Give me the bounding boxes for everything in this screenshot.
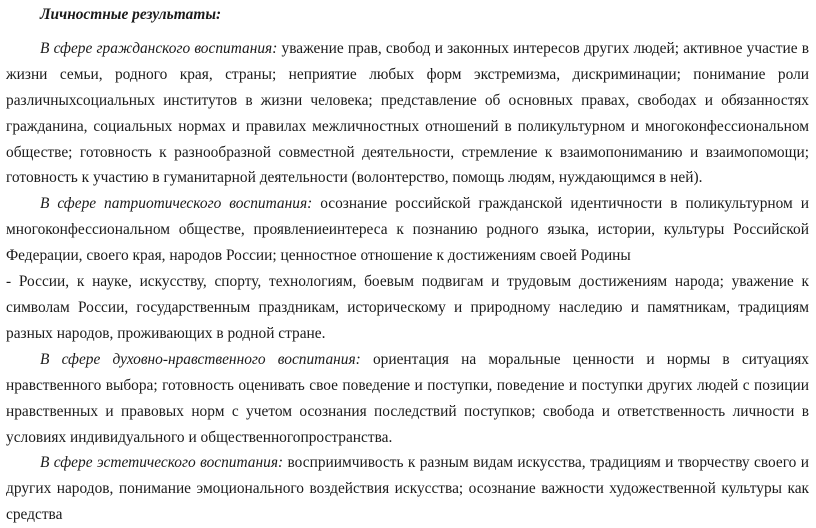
paragraph-aesthetic	[6, 450, 809, 528]
paragraph-text-patriotic: осознание российской гражданской идентичности в поликультурном и многоконфессиональном обществе, проявлениеинтереса к познанию родного языка, истории, культуры Российской Федерации, своего края, народов России; ценностное отношение к достижениям своей Родины	[6, 195, 809, 265]
paragraph-lead-patriotic: В сфере патриотического воспитания:	[40, 195, 313, 213]
paragraph-lead-aesthetic: В сфере эстетического воспитания:	[40, 454, 284, 472]
paragraph-text-civic: уважение прав, свобод и законных интересов других людей; активное участие в жизни семьи, родного края, страны; неприятие любых форм экстремизма, дискриминации; понимание роли различныхсоциальных институтов в жизни человека; представление об основных правах, свободах и обязанностях гражданина, социальных нормах и правилах межличностных отношений в поликультурном и многоконфессиональном обществе; готовность к разнообразной совместной деятельности, стремление к взаимопониманию и взаимопомощи; готовность к участию в гуманитарной деятельности (волонтерство, помощь людям, нуждающимся в ней).	[6, 39, 809, 187]
paragraph-patriotic-continued	[6, 269, 809, 347]
document-page	[6, 2, 809, 528]
paragraph-spiritual-moral	[6, 347, 809, 451]
paragraph-civic	[6, 36, 809, 191]
paragraph-text-aesthetic: восприимчивость к разным видам искусства, традициям и творчеству своего и других народов, понимание эмоционального воздействия искусства; осознание важности художественной культуры как средства	[6, 454, 809, 524]
paragraph-lead-spiritual-moral: В сфере духовно-нравственного воспитания:	[40, 350, 361, 368]
paragraph-text-spiritual-moral: ориентация на моральные ценности и нормы в ситуациях нравственного выбора; готовность оценивать свое поведение и поступки, поведение и поступки других людей с позиции нравственных и правовых норм с учетом осознания последствий поступков; свобода и ответственность личности в условиях индивидуального и общественногопространства.	[6, 350, 809, 446]
paragraph-lead-civic: В сфере гражданского воспитания:	[40, 39, 278, 57]
paragraph-patriotic	[6, 191, 809, 269]
section-heading: Личностные результаты:	[40, 6, 222, 23]
paragraph-text-patriotic-continued: - России, к науке, искусству, спорту, технологиям, боевым подвигам и трудовым достижениям народа; уважение к символам России, государственным праздникам, историческому и природному наследию и памятникам, традициям разных народов, проживающих в родной стране.	[6, 273, 809, 342]
